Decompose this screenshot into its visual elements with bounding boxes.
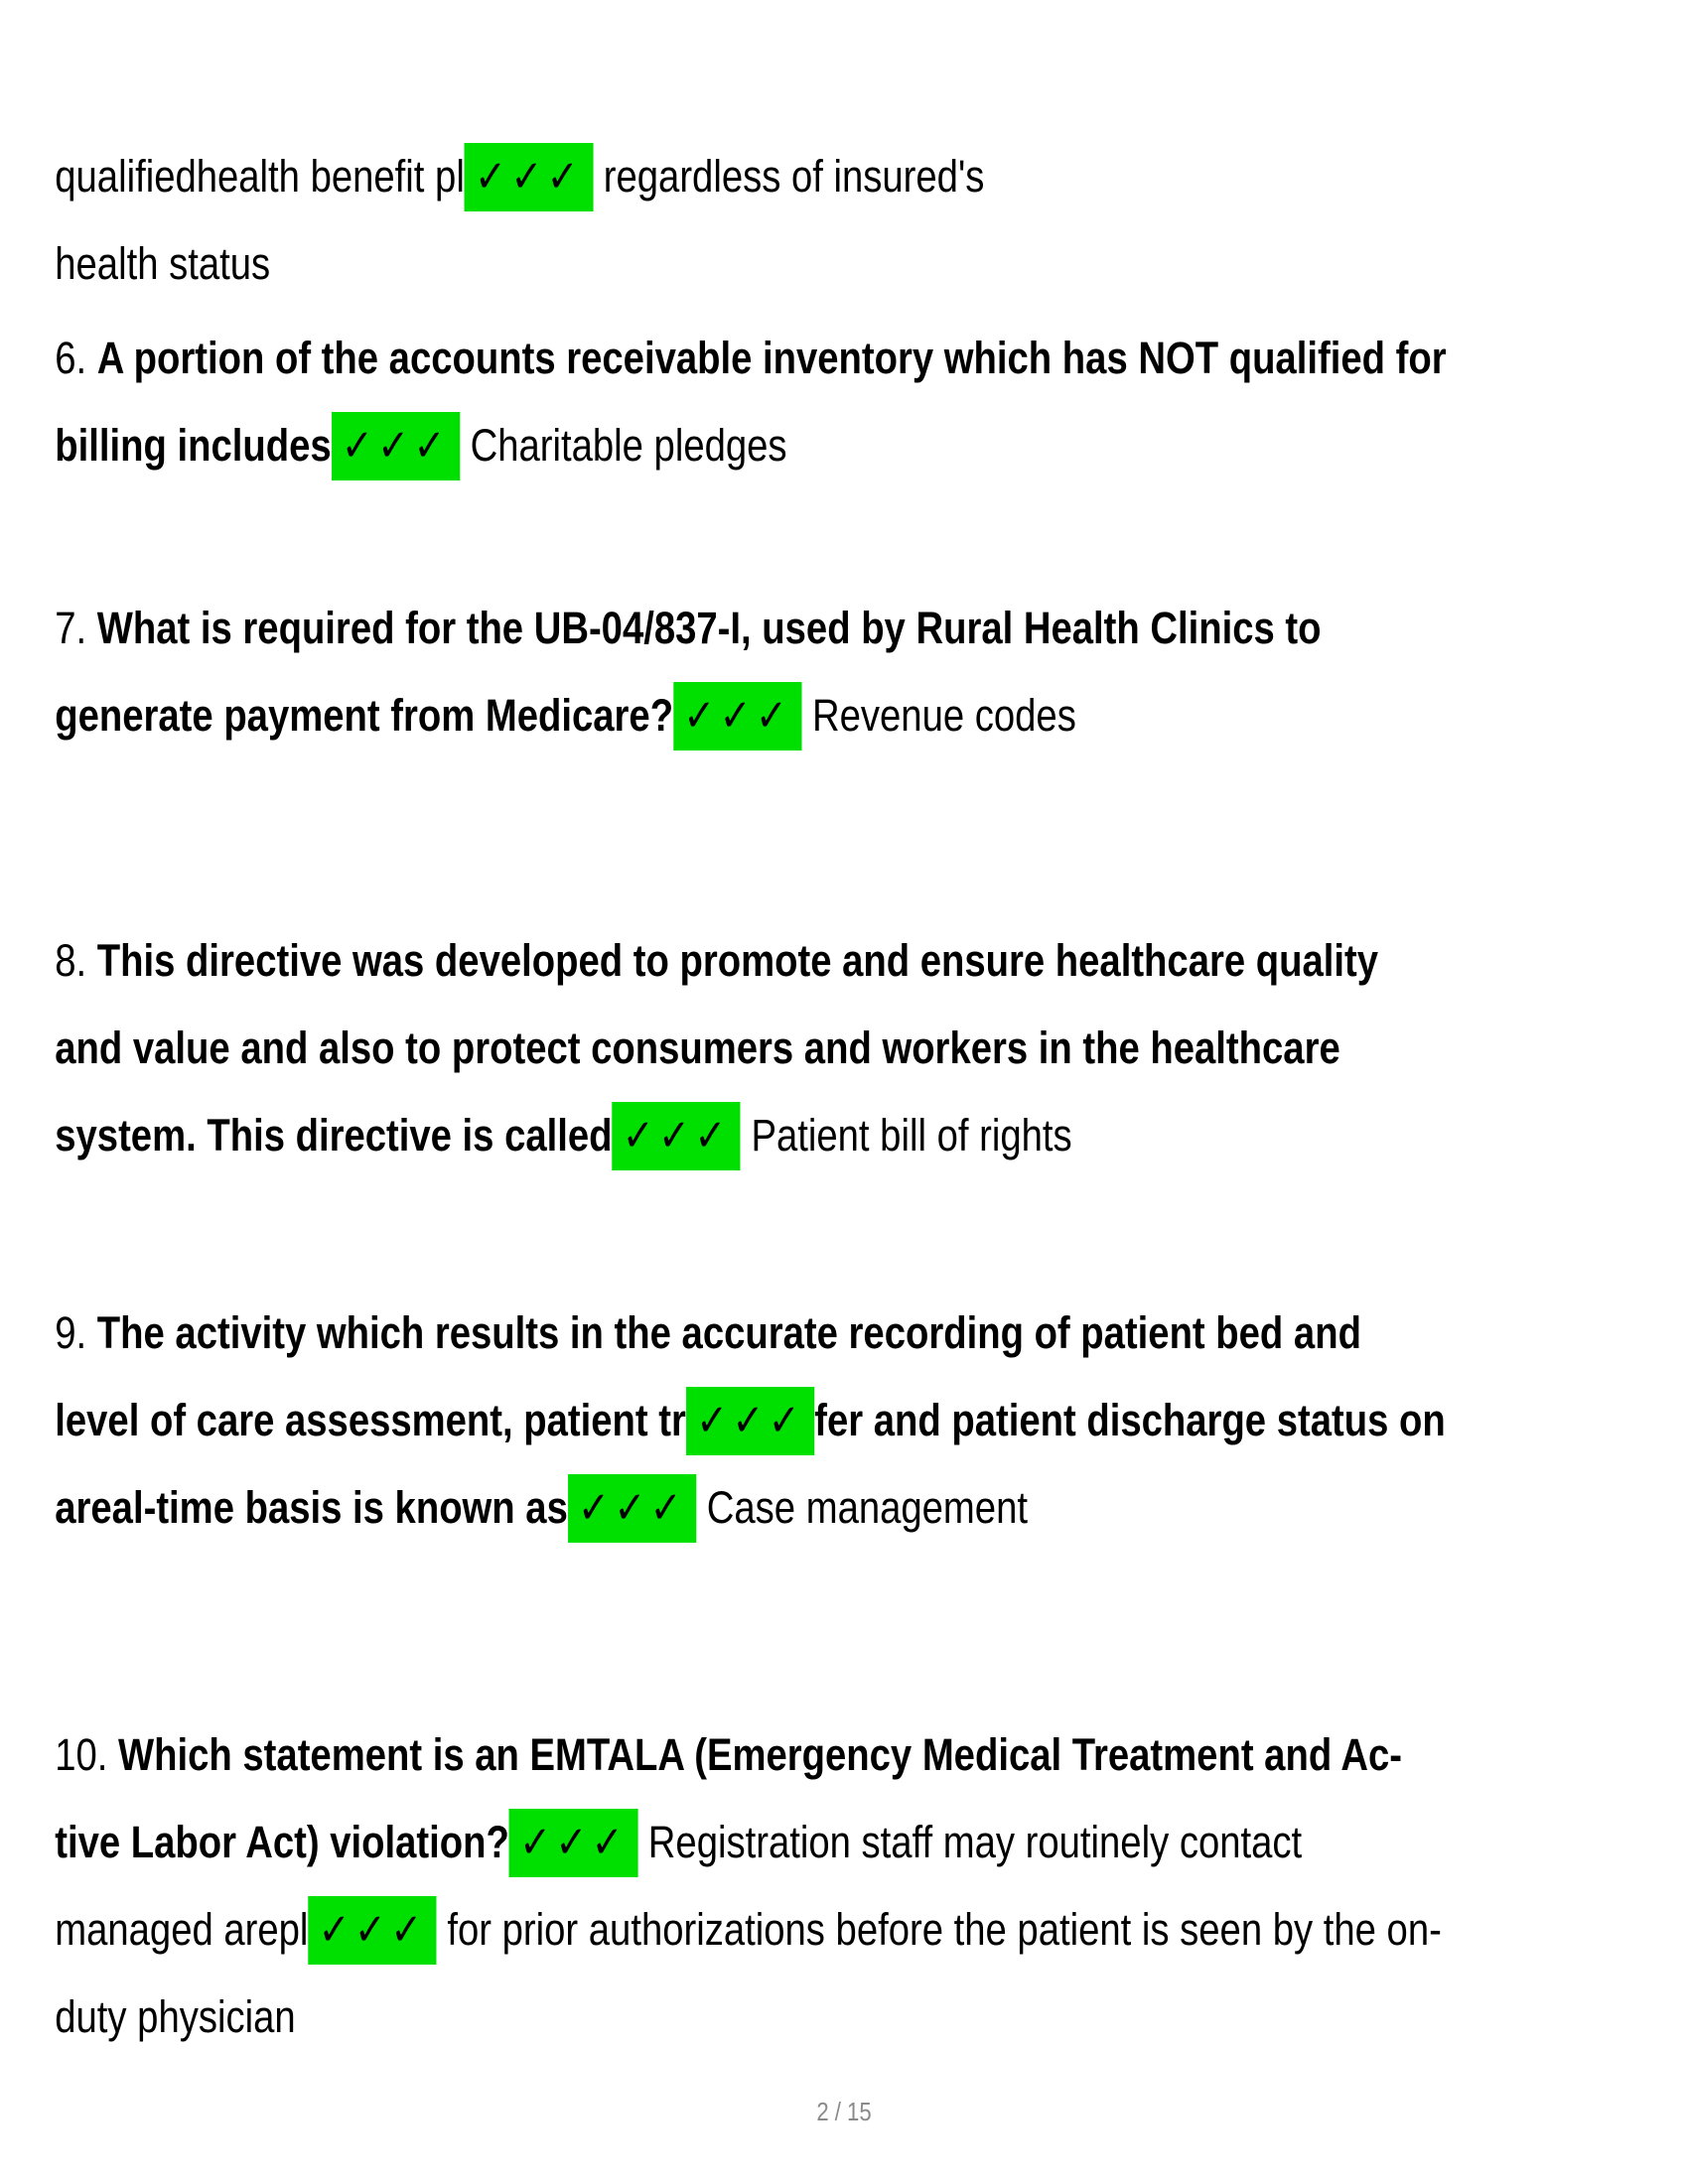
body-text: qualifiedhealth benefit pl [55, 151, 465, 202]
body-text: 8. [55, 935, 97, 986]
question-10-paragraph [55, 1711, 1633, 2061]
body-text: 6. [55, 333, 97, 383]
question-text: What is required for the UB-04/837-I, used by Rural Health Clinics to [96, 603, 1322, 653]
body-text: regardless of insured's [593, 151, 985, 202]
body-text: health status [55, 238, 271, 289]
question-text: This directive was developed to promote and ensure healthcare quality [96, 935, 1379, 986]
answer-checkmarks-highlight: ✓✓✓ [332, 412, 460, 480]
body-text: managed arepl [55, 1904, 309, 1955]
question-text: generate payment from Medicare? [55, 690, 674, 741]
body-text: 10. [55, 1729, 119, 1780]
question-text: level of care assessment, patient tr [55, 1395, 686, 1445]
body-text: Registration staff may routinely contact [637, 1817, 1303, 1867]
question-text: The activity which results in the accurate recording of patient bed and [96, 1307, 1361, 1358]
answer-checkmarks-highlight: ✓✓✓ [509, 1809, 637, 1877]
question-text: tive Labor Act) violation? [55, 1817, 509, 1867]
question-6-paragraph [55, 315, 1633, 489]
answer-checkmarks-highlight: ✓✓✓ [308, 1896, 436, 1965]
body-text: for prior authorizations before the patient is seen by the on- [436, 1904, 1442, 1955]
answer-checkmarks-highlight: ✓✓✓ [465, 143, 593, 211]
answer-checkmarks-highlight: ✓✓✓ [568, 1474, 696, 1543]
question-9-paragraph [55, 1290, 1633, 1552]
question-text: Which statement is an EMTALA (Emergency Medical Treatment and Ac- [118, 1729, 1403, 1780]
question-text: and value and also to protect consumers and workers in the healthcare [55, 1023, 1340, 1073]
page-footer [55, 2097, 1633, 2126]
body-text: 7. [55, 603, 97, 653]
body-text: Case management [696, 1482, 1028, 1533]
question-text: billing includes [55, 420, 332, 471]
document-body [55, 133, 1633, 2061]
question-8-paragraph [55, 917, 1633, 1179]
answer-checkmarks-highlight: ✓✓✓ [686, 1387, 814, 1455]
body-text: 9. [55, 1307, 97, 1358]
body-text: duty physician [55, 1991, 296, 2042]
body-text: Revenue codes [801, 690, 1076, 741]
question-text: fer and patient discharge status on [814, 1395, 1446, 1445]
question-text: A portion of the accounts receivable inventory which has NOT qualified for [96, 333, 1447, 383]
question-7-paragraph [55, 585, 1633, 759]
page-number-indicator: 2 / 15 [816, 2097, 872, 2126]
answer-checkmarks-highlight: ✓✓✓ [613, 1102, 741, 1170]
question-text: system. This directive is called [55, 1110, 613, 1160]
body-text: Charitable pledges [459, 420, 787, 471]
question-text: areal-time basis is known as [55, 1482, 568, 1533]
answer-continuation-paragraph [55, 133, 1633, 308]
answer-checkmarks-highlight: ✓✓✓ [673, 682, 801, 751]
body-text: Patient bill of rights [740, 1110, 1072, 1160]
